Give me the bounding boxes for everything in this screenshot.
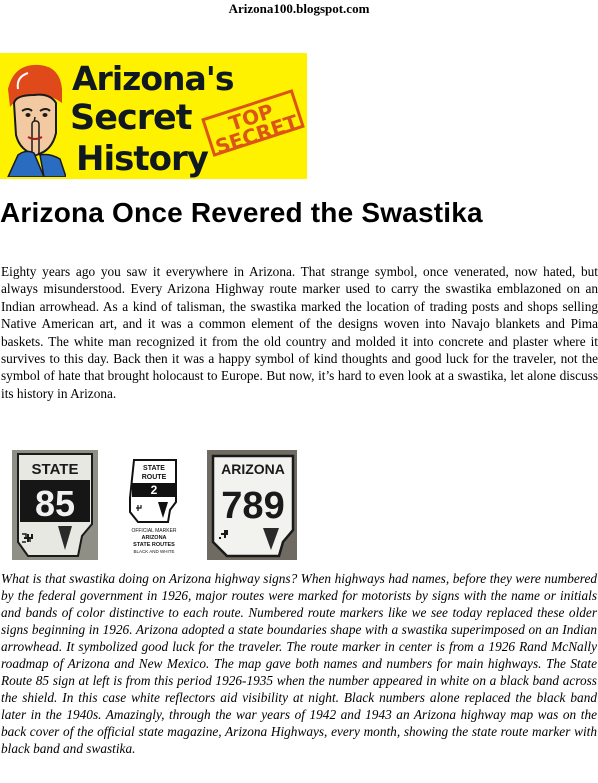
sign-2-footer-3: STATE ROUTES xyxy=(133,542,175,548)
sign-2-footer-1: OFFICIAL MARKER xyxy=(131,528,177,534)
sign-85-top-text: STATE xyxy=(31,461,79,478)
sign-2-bottom-text: ROUTE xyxy=(141,474,167,481)
arizona-789-sign xyxy=(207,450,297,560)
site-url[interactable]: Arizona100.blogspot.com xyxy=(228,1,370,16)
woman-shushing-illustration xyxy=(4,59,66,177)
sign-789-number: 789 xyxy=(221,485,285,527)
state-route-85-sign xyxy=(12,450,98,560)
logo-line-2: Secret xyxy=(70,98,192,138)
post-title: Arizona Once Revered the Swastika xyxy=(0,197,483,228)
intro-paragraph: Eighty years ago you saw it everywhere in Arizona. That strange symbol, once venerated, now hated, but always misunderstood. Every Arizona Highway route marker used to carry the swastika emblazoned on an Indian arrowhead. As a kind of talisman, the swastika marked the location of trading posts and shops selling Native American art, and it was a common element of the designs woven into Navajo blankets and Pima baskets. The white man recognized it from the old country and molded it into concrete and plaster where it survives to this day. Back then it was a happy symbol of kind thoughts and good luck for the traveler, not the symbol of hate that brought holocaust to Europe. But now, it’s hard to even look at a swastika, let alone discuss its history in Arizona. xyxy=(1,264,598,401)
sign-2-footer-2: ARIZONA xyxy=(141,535,167,541)
sign-2-top-text: STATE xyxy=(143,465,165,472)
state-route-2-marker-drawing xyxy=(120,458,188,558)
logo-line-1: Arizona's xyxy=(72,59,234,98)
signs-caption: What is that swastika doing on Arizona highway signs? When highways had names, before they were numbered by the federal government in 1926, major routes were marked for motorists by signs with the name or initials and bands of color distinctive to each route. Numbered route markers like we see today replaced these older signs beginning in 1926. Arizona adopted a state boundaries shape with a swastika superimposed on an Indian arrowhead. It symbolized good luck for the traveler. The route marker in center is from a 1926 Rand McNally roadmap of Arizona and New Mexico. The map gave both names and numbers for main highways. The State Route 85 sign at left is from this period 1926-1935 when the number appeared in white on a black band across the shield. In this case white reflectors aid visibility at night. Black numbers alone replaced the black band later in the 1940s. Amazingly, through the war years of 1942 and 1943 an Arizona highway map was on the back cover of the official state magazine, Arizona Highways, every month, showing the state route marker with black band and swastika. xyxy=(1,571,597,756)
sign-85-number: 85 xyxy=(34,483,76,524)
logo-line-3: History xyxy=(76,139,208,179)
sign-789-state-text: ARIZONA xyxy=(221,461,285,477)
sign-2-number: 2 xyxy=(150,483,158,497)
blog-logo[interactable] xyxy=(0,53,307,179)
top-secret-stamp: TOP SECRET xyxy=(201,89,305,157)
sign-2-footer-4: BLACK AND WHITE xyxy=(133,549,175,554)
